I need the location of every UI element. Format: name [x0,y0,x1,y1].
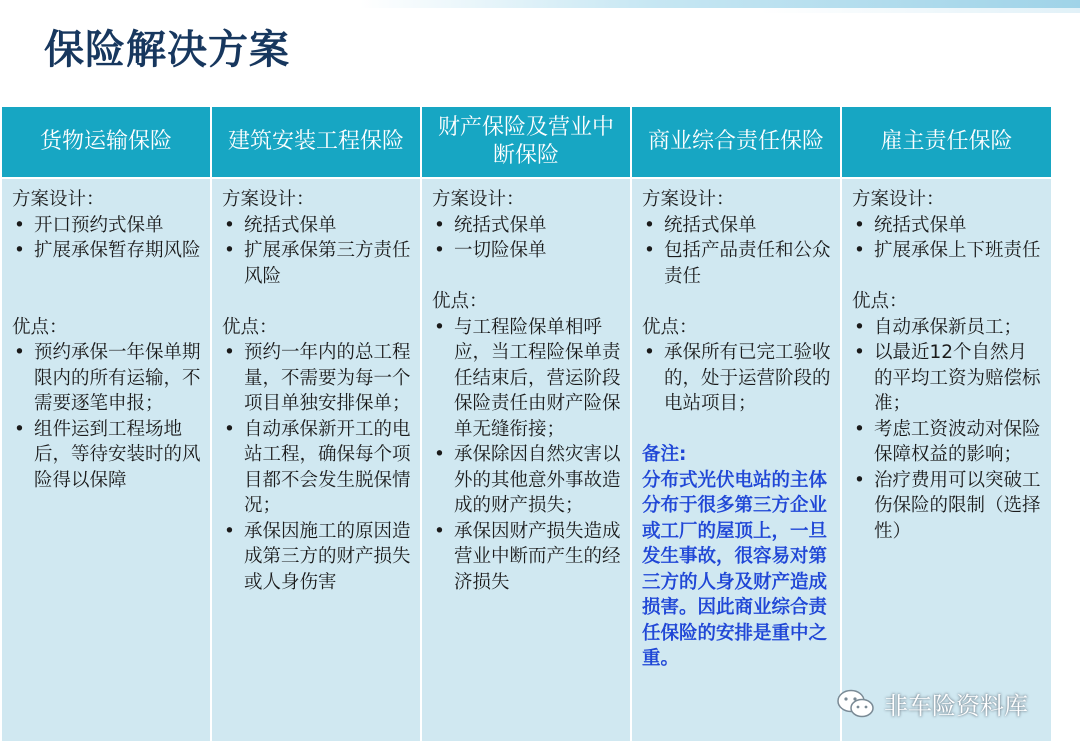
watermark [836,686,1028,721]
list-item: • 统括式保单 [642,213,834,239]
column-employer [842,107,1051,741]
list-item: • 统括式保单 [222,213,414,239]
watermark-text: 非车险资料库 [884,692,1028,720]
advantages-label: 优点： [852,291,908,312]
design-label: 方案设计： [12,189,105,210]
note-label: 备注: [642,444,687,465]
list-item: • 承保因财产损失造成营业中断而产生的经济损失 [432,519,624,596]
design-label: 方案设计： [222,189,315,210]
column-property [422,107,630,741]
list-item: • 一切险保单 [432,238,624,264]
column-body [212,179,420,741]
column-header: 货物运输保险 [2,107,210,179]
column-liability [632,107,840,741]
page-title: 保险解决方案 [44,27,290,73]
wechat-icon [836,688,876,720]
design-list [642,213,834,290]
list-item: • 承保所有已完工验收的，处于运营阶段的电站项目； [642,340,834,417]
design-list [432,213,624,264]
advantages-label: 优点： [222,316,278,338]
list-item: • 自动承保新开工的电站工程，确保每个项目都不会发生脱保情况； [222,417,414,519]
list-item: • 扩展承保暂存期风险 [12,238,204,264]
list-item: • 治疗费用可以突破工伤保险的限制（选择性） [852,468,1045,545]
design-label: 方案设计： [852,189,945,210]
list-item: • 统括式保单 [432,213,624,239]
list-item: • 考虑工资波动对保险保障权益的影响； [852,417,1045,468]
advantages-label: 优点： [12,316,68,338]
list-item: • 扩展承保上下班责任 [852,238,1045,264]
advantages-label: 优点： [432,291,488,312]
design-list [12,213,204,264]
column-body [422,179,630,741]
list-item: • 承保因施工的原因造成第三方的财产损失或人身伤害 [222,519,414,596]
advantages-list [642,340,834,417]
design-label: 方案设计： [432,189,525,210]
design-list [852,213,1045,264]
column-header: 雇主责任保险 [842,107,1051,179]
column-body [632,179,840,741]
column-body [2,179,210,741]
top-decor-stripe-secondary [760,8,1080,13]
list-item: • 开口预约式保单 [12,213,204,239]
column-header: 商业综合责任保险 [632,107,840,179]
column-construction [212,107,420,741]
list-item: • 预约一年内的总工程量，不需要为每一个项目单独安排保单； [222,340,414,417]
design-list [222,213,414,290]
list-item: • 统括式保单 [852,213,1045,239]
list-item: • 包括产品责任和公众责任 [642,238,834,289]
note-text: 分布式光伏电站的主体分布于很多第三方企业或工厂的屋顶上，一旦发生事故，很容易对第三方的人身及财产造成损害。因此商业综合责任保险的安排是重中之重。 [642,469,828,669]
design-label: 方案设计： [642,189,735,210]
advantages-label: 优点： [642,316,698,338]
column-cargo [2,107,210,741]
top-decor-stripe [360,0,1080,8]
column-header: 建筑安装工程保险 [212,107,420,179]
list-item: • 承保除因自然灾害以外的其他意外事故造成的财产损失； [432,442,624,519]
advantages-list [12,340,204,493]
column-body [842,179,1051,741]
list-item: • 扩展承保第三方责任风险 [222,238,414,289]
list-item: • 与工程险保单相呼应，当工程险保单责任结束后，营运阶段保险责任由财产险保单无缝衔接； [432,315,624,443]
list-item: • 组件运到工程场地后，等待安装时的风险得以保障 [12,417,204,494]
list-item: • 自动承保新员工； [852,315,1045,341]
advantages-list [432,315,624,596]
column-header: 财产保险及营业中断保险 [422,107,630,179]
list-item: • 以最近12个自然月的平均工资为赔偿标准； [852,340,1045,417]
advantages-list [222,340,414,595]
advantages-list [852,315,1045,545]
insurance-table [2,107,1045,741]
list-item: • 预约承保一年保单期限内的所有运输，不需要逐笔申报； [12,340,204,417]
